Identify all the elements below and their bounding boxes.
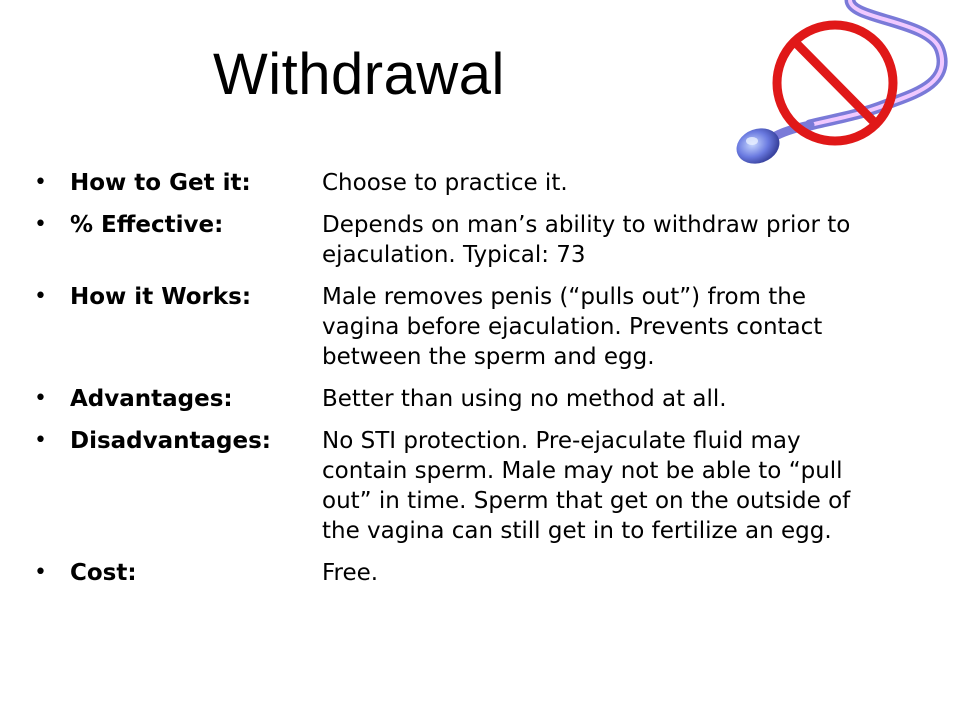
bullet-advantages <box>32 384 932 414</box>
bullet-glyph: • <box>34 170 47 195</box>
bullet-label: How it Works: <box>70 284 252 310</box>
bullet-description: No STI protection. Pre-ejaculate fluid may contain sperm. Male may not be able to “pull out” in time. Sperm that get on the outside of the vagina can still get in to fertilize an egg. <box>322 428 851 544</box>
bullet-label: Advantages: <box>70 386 233 412</box>
bullet-glyph: • <box>34 284 47 309</box>
bullet-description: Depends on man’s ability to withdraw prior to ejaculation. Typical: 73 <box>322 212 851 268</box>
sperm-prohibited-icon <box>700 0 960 180</box>
bullet-label: Cost: <box>70 560 137 586</box>
bullet-list <box>32 168 932 600</box>
bullet-description: Choose to practice it. <box>322 170 568 196</box>
bullet-label: % Effective: <box>70 212 224 238</box>
bullet-glyph: • <box>34 212 47 237</box>
bullet-how-to-get <box>32 168 932 198</box>
bullet-glyph: • <box>34 386 47 411</box>
bullet-description: Male removes penis (“pulls out”) from the vagina before ejaculation. Prevents contact between the sperm and egg. <box>322 284 823 370</box>
bullet-cost <box>32 558 932 588</box>
bullet-label: Disadvantages: <box>70 428 272 454</box>
bullet-how-it-works <box>32 282 932 372</box>
bullet-description: Better than using no method at all. <box>322 386 727 412</box>
bullet-disadvantages <box>32 426 932 546</box>
bullet-glyph: • <box>34 560 47 585</box>
bullet-description: Free. <box>322 560 379 586</box>
bullet-glyph: • <box>34 428 47 453</box>
bullet-effective <box>32 210 932 270</box>
bullet-label: How to Get it: <box>70 170 251 196</box>
slide-title: Withdrawal <box>213 42 505 107</box>
